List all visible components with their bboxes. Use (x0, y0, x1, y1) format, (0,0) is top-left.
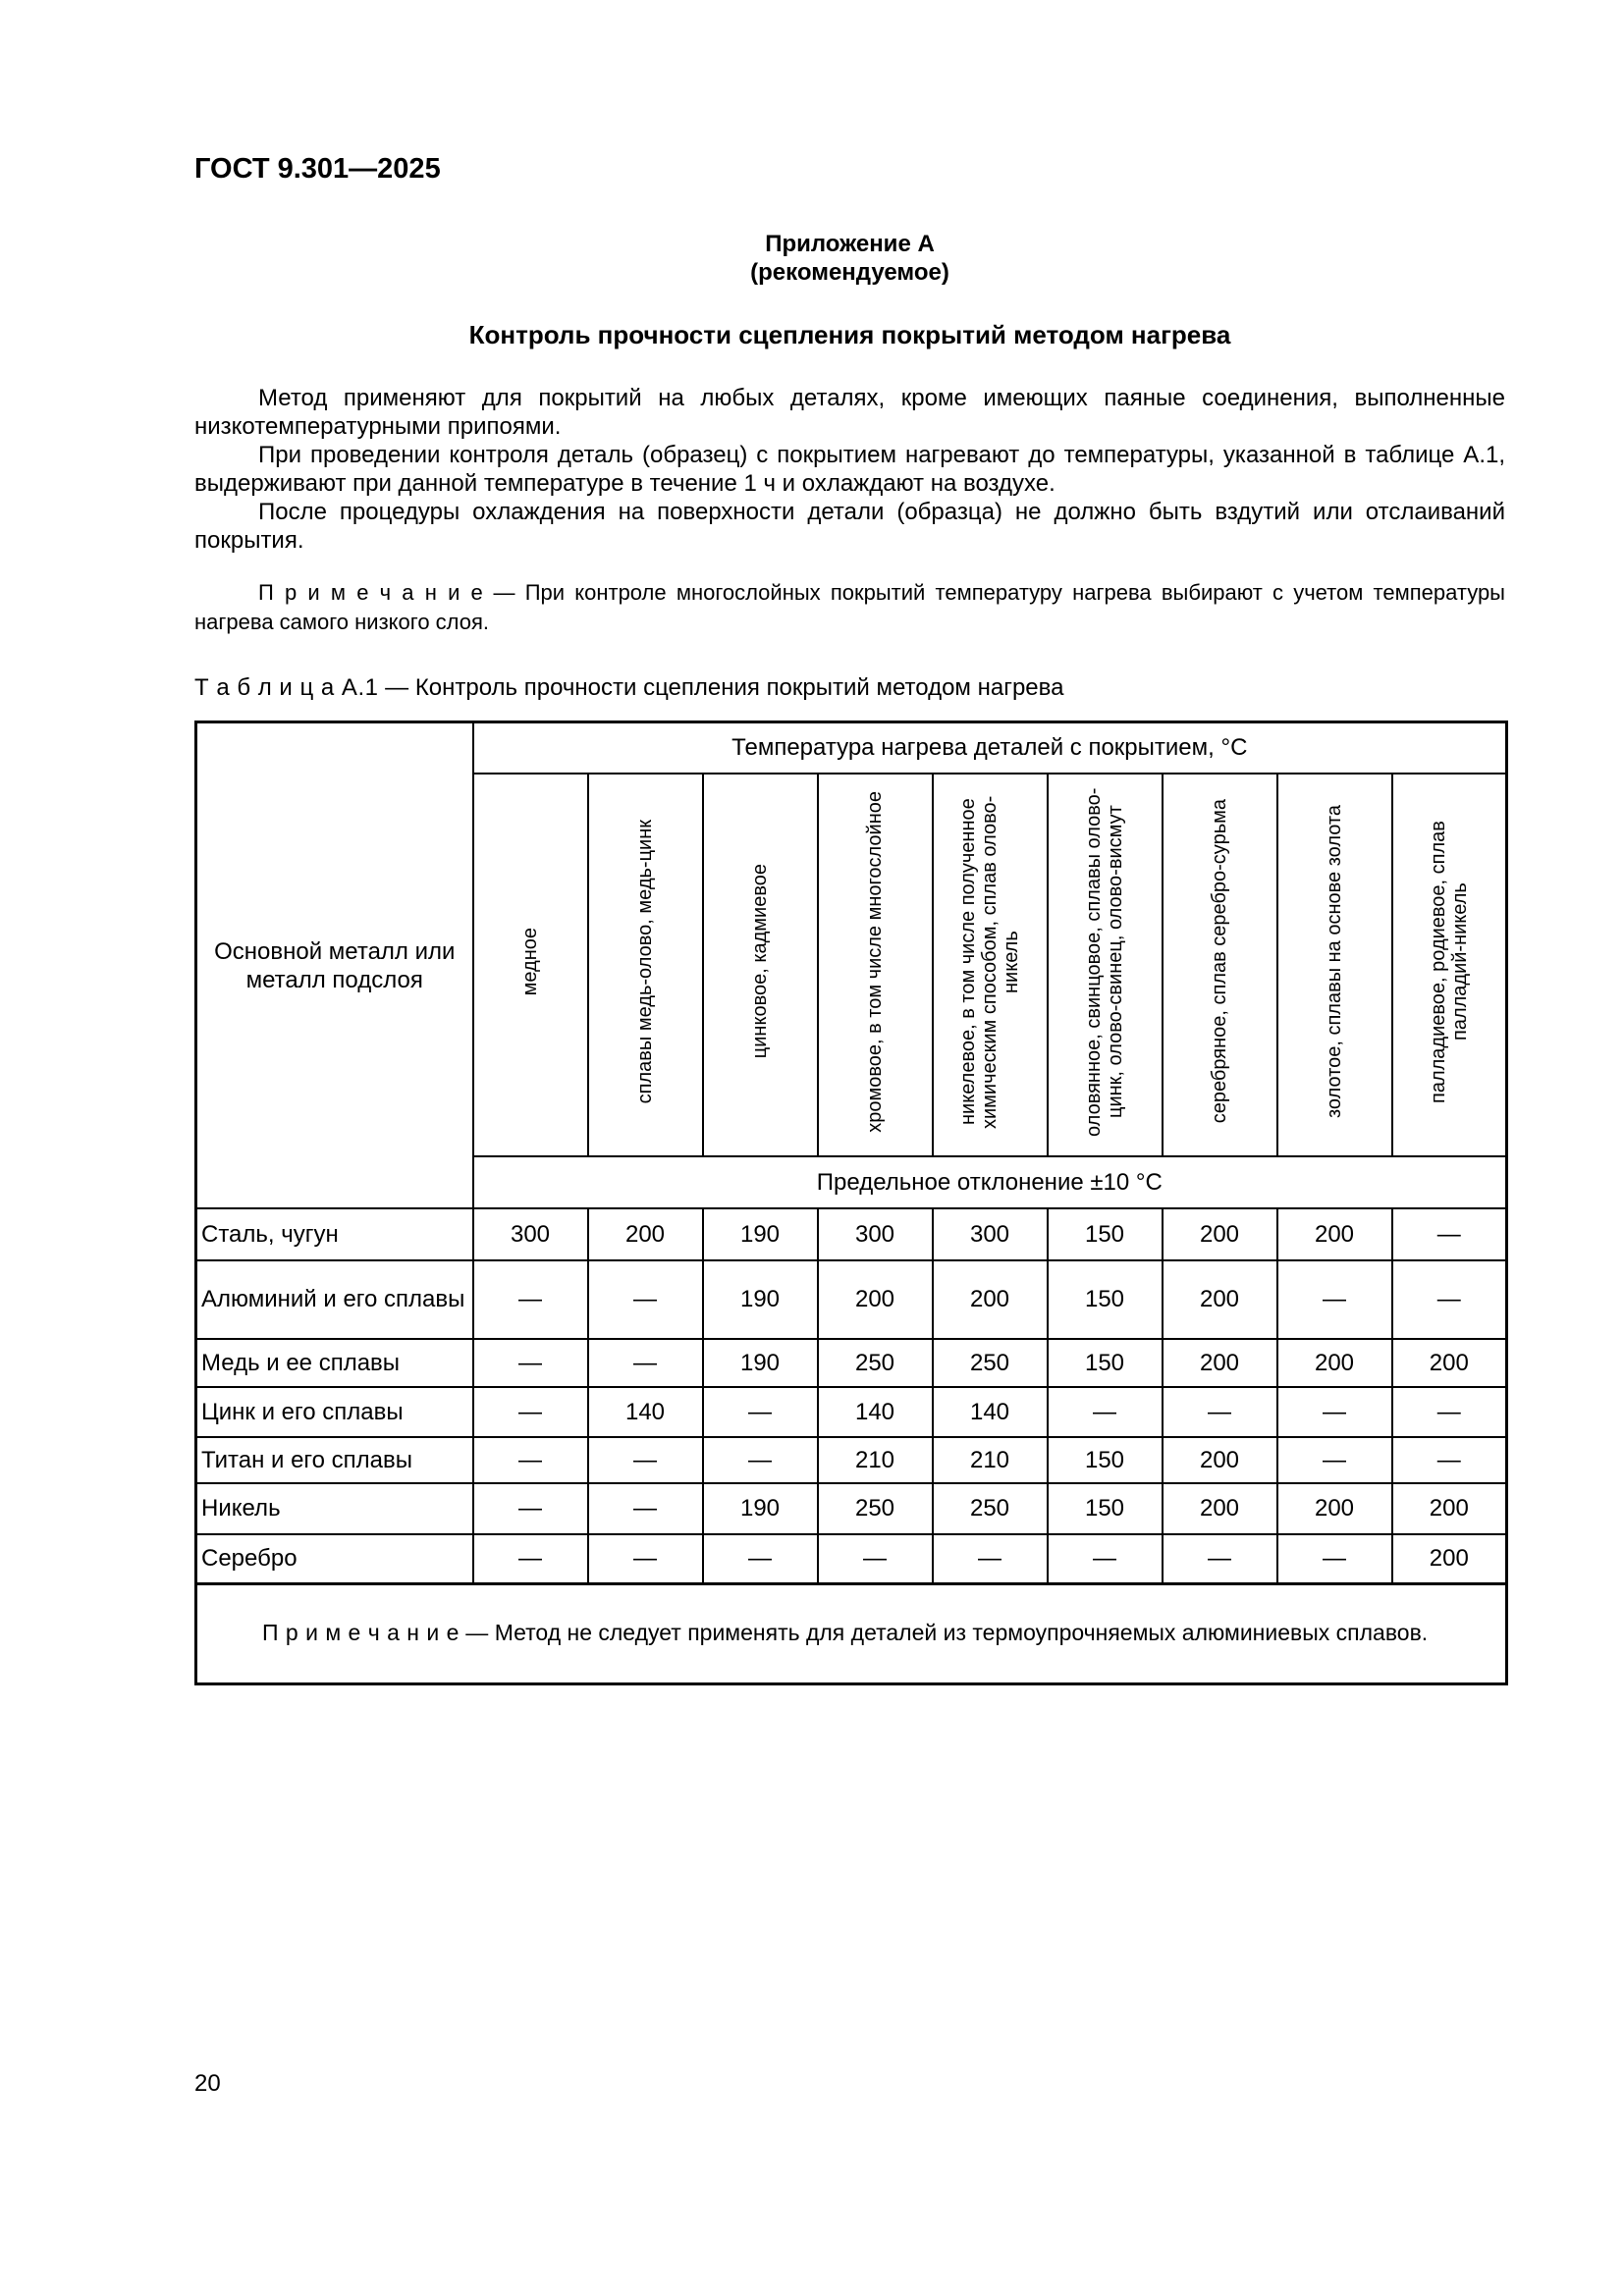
value-cell: 190 (703, 1208, 818, 1260)
table-row-copper (196, 1339, 1507, 1387)
value-cell: 200 (1163, 1437, 1277, 1483)
value-cell: 250 (818, 1483, 933, 1534)
value-cell: — (588, 1260, 703, 1339)
value-cell: 200 (1277, 1339, 1392, 1387)
value-cell: 200 (1392, 1339, 1507, 1387)
value-cell: — (1163, 1387, 1277, 1437)
caption-label: Т а б л и ц а А.1 (194, 674, 379, 701)
value-cell: — (473, 1260, 588, 1339)
value-cell: — (818, 1534, 933, 1583)
value-cell: 200 (1163, 1260, 1277, 1339)
note-label: П р и м е ч а н и е (258, 580, 484, 605)
value-cell: — (588, 1339, 703, 1387)
value-cell: — (1048, 1387, 1163, 1437)
value-cell: 150 (1048, 1339, 1163, 1387)
value-cell: — (1277, 1260, 1392, 1339)
value-cell: 150 (1048, 1437, 1163, 1483)
paragraph-2: При проведении контроля деталь (образец) с покрытием нагревают до температуры, указанной в таблице А.1, выдерживают при данной температуре в течение 1 ч и охлаждают на воздухе. (194, 442, 1505, 497)
value-cell: — (703, 1437, 818, 1483)
value-cell: 200 (1392, 1534, 1507, 1583)
value-cell: 300 (933, 1208, 1048, 1260)
table-row-nickel (196, 1483, 1507, 1534)
value-cell: 200 (933, 1260, 1048, 1339)
value-cell: 140 (588, 1387, 703, 1437)
row-name-cell: Алюминий и его сплавы (196, 1260, 473, 1339)
footnote-dash: — (465, 1619, 489, 1645)
paragraph-1: Метод применяют для покрытий на любых деталях, кроме имеющих паяные соединения, выполненные низкотемпературными припоями. (194, 385, 1505, 440)
value-cell: 150 (1048, 1260, 1163, 1339)
value-cell: — (473, 1387, 588, 1437)
table-row-steel (196, 1208, 1507, 1260)
column-header-nickel: никелевое, в том числе полученное химическим способом, сплав олово-никель (933, 774, 1048, 1156)
value-cell: — (473, 1339, 588, 1387)
row-name-cell: Никель (196, 1483, 473, 1534)
value-cell: 200 (1392, 1483, 1507, 1534)
page-content (194, 0, 1505, 1685)
value-cell: 140 (818, 1387, 933, 1437)
value-cell: 200 (1163, 1208, 1277, 1260)
appendix-title: Контроль прочности сцепления покрытий методом нагрева (468, 320, 1231, 349)
table-footnote-row (196, 1583, 1507, 1683)
value-cell: 190 (703, 1483, 818, 1534)
footnote-text: Метод не следует применять для деталей из термоупрочняемых алюминиевых сплавов. (494, 1619, 1429, 1645)
coatings-heating-table (194, 721, 1508, 1685)
column-header-tin-lead: оловянное, свинцовое, сплавы олово-цинк, олово-свинец, олово-висмут (1048, 774, 1163, 1156)
appendix-status: (рекомендуемое) (750, 259, 949, 286)
value-cell: 150 (1048, 1208, 1163, 1260)
value-cell: 140 (933, 1387, 1048, 1437)
value-cell: 250 (933, 1339, 1048, 1387)
value-cell: 200 (1277, 1208, 1392, 1260)
row-name-cell: Сталь, чугун (196, 1208, 473, 1260)
table-row-titanium (196, 1437, 1507, 1483)
column-header-chromium: хромовое, в том числе многослойное (818, 774, 933, 1156)
value-cell: — (1392, 1208, 1507, 1260)
note-dash: — (493, 580, 515, 605)
value-cell: — (473, 1437, 588, 1483)
value-cell: — (1277, 1534, 1392, 1583)
table-row-silver (196, 1534, 1507, 1583)
caption-text: Контроль прочности сцепления покрытий методом нагрева (414, 674, 1064, 701)
value-cell: — (933, 1534, 1048, 1583)
tolerance-header: Предельное отклонение ±10 °С (473, 1156, 1507, 1208)
row-name-cell: Титан и его сплавы (196, 1437, 473, 1483)
column-header-copper-alloys: сплавы медь-олово, медь-цинк (588, 774, 703, 1156)
temperature-header: Температура нагрева деталей с покрытием, °С (473, 722, 1507, 774)
value-cell: 200 (1163, 1483, 1277, 1534)
value-cell: — (703, 1534, 818, 1583)
value-cell: 250 (818, 1339, 933, 1387)
table-footnote (196, 1583, 1507, 1683)
row-name-cell: Медь и ее сплавы (196, 1339, 473, 1387)
value-cell: 250 (933, 1483, 1048, 1534)
value-cell: 300 (818, 1208, 933, 1260)
value-cell: 200 (1277, 1483, 1392, 1534)
row-name-cell: Серебро (196, 1534, 473, 1583)
value-cell: — (588, 1534, 703, 1583)
value-cell: — (1392, 1437, 1507, 1483)
value-cell: 200 (588, 1208, 703, 1260)
table-caption (194, 674, 1505, 702)
value-cell: — (588, 1483, 703, 1534)
value-cell: — (1392, 1387, 1507, 1437)
body-text (194, 384, 1505, 555)
value-cell: — (1277, 1387, 1392, 1437)
appendix-label: Приложение А (765, 231, 935, 257)
value-cell: 300 (473, 1208, 588, 1260)
value-cell: — (473, 1483, 588, 1534)
value-cell: — (703, 1387, 818, 1437)
value-cell: — (1048, 1534, 1163, 1583)
value-cell: — (1392, 1260, 1507, 1339)
column-header-zinc-cadmium: цинковое, кадмиевое (703, 774, 818, 1156)
footnote-label: П р и м е ч а н и е (262, 1619, 460, 1645)
value-cell: — (1277, 1437, 1392, 1483)
doc-code: ГОСТ 9.301—2025 (194, 153, 441, 185)
body-note (194, 578, 1505, 637)
stub-header: Основной металл или металл подслоя (196, 722, 473, 1209)
column-header-silver: серебряное, сплав серебро-сурьма (1163, 774, 1277, 1156)
value-cell: 190 (703, 1339, 818, 1387)
column-header-gold: золотое, сплавы на основе золота (1277, 774, 1392, 1156)
page-number: 20 (194, 2070, 221, 2097)
value-cell: 190 (703, 1260, 818, 1339)
value-cell: — (588, 1437, 703, 1483)
value-cell: 210 (818, 1437, 933, 1483)
table-row-aluminium (196, 1260, 1507, 1339)
value-cell: 150 (1048, 1483, 1163, 1534)
value-cell: 200 (1163, 1339, 1277, 1387)
value-cell: — (473, 1534, 588, 1583)
value-cell: 210 (933, 1437, 1048, 1483)
note-text: При контроле многослойных покрытий температуру нагрева выбирают с учетом температуры нагрева самого низкого слоя. (194, 580, 1505, 634)
column-header-copper: медное (473, 774, 588, 1156)
row-name-cell: Цинк и его сплавы (196, 1387, 473, 1437)
column-header-palladium: палладиевое, родиевое, сплав палладий-никель (1392, 774, 1507, 1156)
table-row-zinc (196, 1387, 1507, 1437)
value-cell: — (1163, 1534, 1277, 1583)
paragraph-3: После процедуры охлаждения на поверхности детали (образца) не должно быть вздутий или отслаиваний покрытия. (194, 499, 1505, 554)
caption-dash: — (385, 674, 409, 701)
value-cell: 200 (818, 1260, 933, 1339)
